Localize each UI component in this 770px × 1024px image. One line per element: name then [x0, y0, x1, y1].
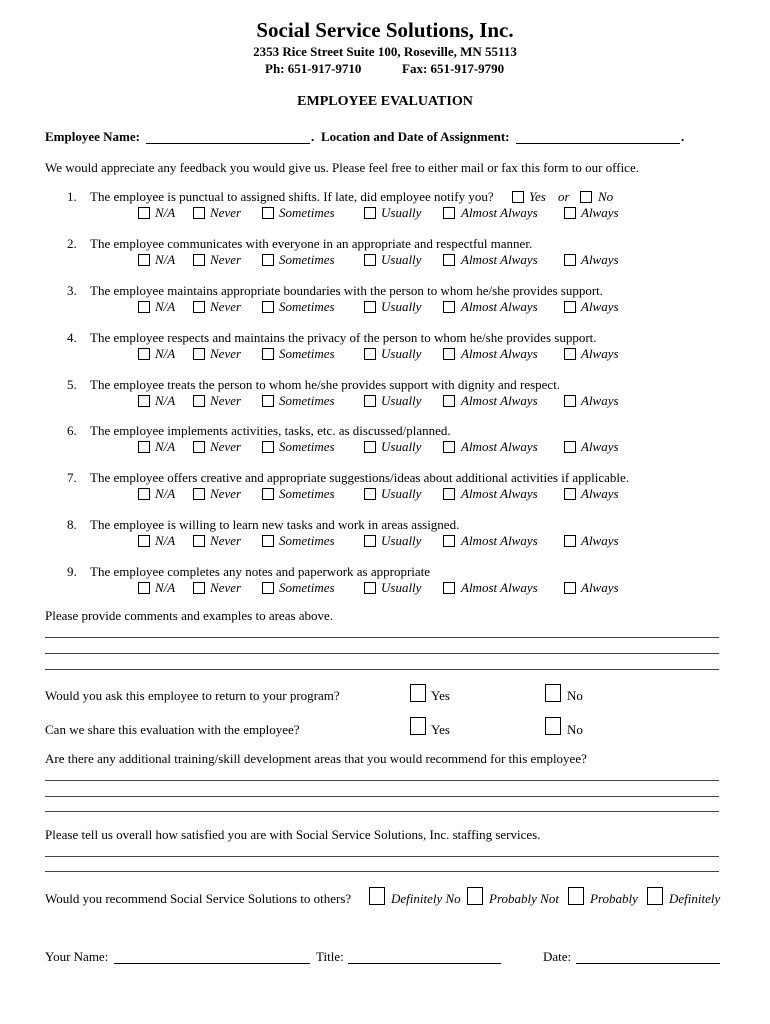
option-label: Always: [581, 533, 619, 548]
option-label: Usually: [381, 299, 422, 314]
company-name: Social Service Solutions, Inc.: [256, 18, 514, 42]
comment-line[interactable]: [45, 637, 719, 638]
option-label: Almost Always: [461, 205, 538, 220]
option-label: Always: [581, 580, 619, 595]
option-label: Almost Always: [461, 486, 538, 501]
question-number: 4.: [67, 330, 77, 345]
q1-always-checkbox[interactable]: [564, 207, 576, 219]
q6-always-checkbox[interactable]: [564, 441, 576, 453]
notify-no-checkbox[interactable]: [580, 191, 592, 203]
recommend-question: Would you recommend Social Service Solutions to others?: [45, 891, 352, 906]
q7-n-a-checkbox[interactable]: [138, 488, 150, 500]
your-name-field[interactable]: [114, 963, 310, 964]
employee-name-label: Employee Name:: [45, 129, 140, 144]
option-label: Usually: [381, 252, 422, 267]
q4-never-checkbox[interactable]: [193, 348, 205, 360]
q7-always-checkbox[interactable]: [564, 488, 576, 500]
question-number: 2.: [67, 236, 77, 251]
q8-almost-always-checkbox[interactable]: [443, 535, 455, 547]
satisfaction-line[interactable]: [45, 856, 719, 857]
question-text: The employee respects and maintains the privacy of the person to whom he/she provides support.: [90, 330, 597, 345]
question-number: 3.: [67, 283, 77, 298]
q4-n-a-checkbox[interactable]: [138, 348, 150, 360]
option-label: N/A: [155, 252, 176, 267]
q5-sometimes-checkbox[interactable]: [262, 395, 274, 407]
question-text: The employee offers creative and appropriate suggestions/ideas about additional activities if applicable.: [90, 470, 630, 485]
option-label: Sometimes: [279, 393, 335, 408]
option-label: Always: [581, 439, 619, 454]
q3-almost-always-checkbox[interactable]: [443, 301, 455, 313]
q6-n-a-checkbox[interactable]: [138, 441, 150, 453]
location-label: Location and Date of Assignment:: [321, 129, 510, 144]
q4-sometimes-checkbox[interactable]: [262, 348, 274, 360]
comments-prompt: Please provide comments and examples to areas above.: [45, 608, 334, 623]
q9-usually-checkbox[interactable]: [364, 582, 376, 594]
company-phone: Ph: 651-917-9710: [265, 61, 362, 76]
q2-sometimes-checkbox[interactable]: [262, 254, 274, 266]
option-label: Never: [210, 486, 242, 501]
q2-n-a-checkbox[interactable]: [138, 254, 150, 266]
q1-almost-always-checkbox[interactable]: [443, 207, 455, 219]
option-label: Almost Always: [461, 346, 538, 361]
employee-name-field[interactable]: [146, 143, 310, 144]
q3-n-a-checkbox[interactable]: [138, 301, 150, 313]
your-name-label: Your Name:: [45, 949, 109, 964]
q9-n-a-checkbox[interactable]: [138, 582, 150, 594]
q4-almost-always-checkbox[interactable]: [443, 348, 455, 360]
q5-almost-always-checkbox[interactable]: [443, 395, 455, 407]
recommend-probably-checkbox[interactable]: [568, 887, 584, 905]
q5-usually-checkbox[interactable]: [364, 395, 376, 407]
q7-never-checkbox[interactable]: [193, 488, 205, 500]
option-label: N/A: [155, 346, 176, 361]
return-question: Would you ask this employee to return to your program?: [45, 688, 340, 703]
q2-never-checkbox[interactable]: [193, 254, 205, 266]
option-label: Usually: [381, 439, 422, 454]
question-text: The employee is punctual to assigned shifts. If late, did employee notify you?: [90, 189, 494, 204]
q4-usually-checkbox[interactable]: [364, 348, 376, 360]
share-no-label: No: [567, 722, 583, 737]
notify-yes-checkbox[interactable]: [512, 191, 524, 203]
question-number: 5.: [67, 377, 77, 392]
recommend-definitely-checkbox[interactable]: [647, 887, 663, 905]
option-label: N/A: [155, 393, 176, 408]
option-label: Sometimes: [279, 252, 335, 267]
share-no-checkbox[interactable]: [545, 717, 561, 735]
option-label: Sometimes: [279, 533, 335, 548]
option-label: N/A: [155, 533, 176, 548]
recommend-definitely-no-checkbox[interactable]: [369, 887, 385, 905]
option-label: Always: [581, 252, 619, 267]
q9-sometimes-checkbox[interactable]: [262, 582, 274, 594]
option-label: Almost Always: [461, 439, 538, 454]
q5-n-a-checkbox[interactable]: [138, 395, 150, 407]
q6-never-checkbox[interactable]: [193, 441, 205, 453]
option-label: Sometimes: [279, 346, 335, 361]
notify-yes-label: Yes: [529, 189, 546, 204]
option-label: N/A: [155, 299, 176, 314]
q3-sometimes-checkbox[interactable]: [262, 301, 274, 313]
q2-usually-checkbox[interactable]: [364, 254, 376, 266]
date-field[interactable]: [576, 963, 720, 964]
option-label: Almost Always: [461, 533, 538, 548]
q3-always-checkbox[interactable]: [564, 301, 576, 313]
q8-never-checkbox[interactable]: [193, 535, 205, 547]
question-number: 9.: [67, 564, 77, 579]
share-yes-label: Yes: [431, 722, 450, 737]
return-yes-checkbox[interactable]: [410, 684, 426, 702]
q8-sometimes-checkbox[interactable]: [262, 535, 274, 547]
option-label: N/A: [155, 486, 176, 501]
recommend-probably-not-checkbox[interactable]: [467, 887, 483, 905]
q9-almost-always-checkbox[interactable]: [443, 582, 455, 594]
option-label: Sometimes: [279, 486, 335, 501]
satisfaction-prompt: Please tell us overall how satisfied you are with Social Service Solutions, Inc. staffing services.: [45, 827, 541, 842]
option-label: Sometimes: [279, 205, 335, 220]
q9-always-checkbox[interactable]: [564, 582, 576, 594]
option-label: Never: [210, 205, 242, 220]
q6-usually-checkbox[interactable]: [364, 441, 376, 453]
training-line[interactable]: [45, 796, 719, 797]
question-number: 7.: [67, 470, 77, 485]
option-label: Usually: [381, 346, 422, 361]
q8-always-checkbox[interactable]: [564, 535, 576, 547]
q1-never-checkbox[interactable]: [193, 207, 205, 219]
share-question: Can we share this evaluation with the employee?: [45, 722, 300, 737]
title-field[interactable]: [348, 963, 501, 964]
q1-n-a-checkbox[interactable]: [138, 207, 150, 219]
q8-usually-checkbox[interactable]: [364, 535, 376, 547]
option-label: Never: [210, 346, 242, 361]
return-yes-label: Yes: [431, 688, 450, 703]
option-label: Sometimes: [279, 580, 335, 595]
return-no-checkbox[interactable]: [545, 684, 561, 702]
option-label: Sometimes: [279, 299, 335, 314]
q2-almost-always-checkbox[interactable]: [443, 254, 455, 266]
option-label: N/A: [155, 580, 176, 595]
company-fax: Fax: 651-917-9790: [402, 61, 505, 76]
satisfaction-line[interactable]: [45, 871, 719, 872]
option-label: Almost Always: [461, 580, 538, 595]
option-label: Almost Always: [461, 393, 538, 408]
question-text: The employee is willing to learn new tasks and work in areas assigned.: [90, 517, 460, 532]
q3-never-checkbox[interactable]: [193, 301, 205, 313]
option-label: Usually: [381, 486, 422, 501]
title-label: Title:: [316, 949, 344, 964]
q7-sometimes-checkbox[interactable]: [262, 488, 274, 500]
question-number: 1.: [67, 189, 77, 204]
q5-never-checkbox[interactable]: [193, 395, 205, 407]
option-label: Never: [210, 580, 242, 595]
option-label: Usually: [381, 205, 422, 220]
option-label: Always: [581, 299, 619, 314]
recommend-probably-label: Probably: [590, 891, 638, 906]
q3-usually-checkbox[interactable]: [364, 301, 376, 313]
option-label: Sometimes: [279, 439, 335, 454]
return-no-label: No: [567, 688, 583, 703]
question-number: 6.: [67, 423, 77, 438]
option-label: N/A: [155, 205, 176, 220]
q7-almost-always-checkbox[interactable]: [443, 488, 455, 500]
q2-always-checkbox[interactable]: [564, 254, 576, 266]
option-label: Almost Always: [461, 252, 538, 267]
option-label: Never: [210, 252, 242, 267]
option-label: Never: [210, 439, 242, 454]
option-label: Never: [210, 299, 242, 314]
q5-always-checkbox[interactable]: [564, 395, 576, 407]
option-label: Always: [581, 486, 619, 501]
option-label: Always: [581, 205, 619, 220]
q6-almost-always-checkbox[interactable]: [443, 441, 455, 453]
form-title: EMPLOYEE EVALUATION: [297, 94, 473, 109]
company-address: 2353 Rice Street Suite 100, Roseville, MN 55113: [253, 44, 517, 59]
q8-n-a-checkbox[interactable]: [138, 535, 150, 547]
recommend-definitely-no-label: Definitely No: [391, 891, 461, 906]
question-number: 8.: [67, 517, 77, 532]
q7-usually-checkbox[interactable]: [364, 488, 376, 500]
q9-never-checkbox[interactable]: [193, 582, 205, 594]
question-text: The employee maintains appropriate boundaries with the person to whom he/she provides support.: [90, 283, 604, 298]
q1-sometimes-checkbox[interactable]: [262, 207, 274, 219]
option-label: Never: [210, 393, 242, 408]
location-field[interactable]: [516, 143, 680, 144]
notify-no-label: No: [598, 189, 614, 204]
question-text: The employee treats the person to whom he/she provides support with dignity and respect.: [90, 377, 561, 392]
option-label: Usually: [381, 393, 422, 408]
notify-or-label: or: [558, 189, 570, 204]
option-label: Usually: [381, 533, 422, 548]
option-label: N/A: [155, 439, 176, 454]
q4-always-checkbox[interactable]: [564, 348, 576, 360]
q6-sometimes-checkbox[interactable]: [262, 441, 274, 453]
question-text: The employee communicates with everyone in an appropriate and respectful manner.: [90, 236, 533, 251]
share-yes-checkbox[interactable]: [410, 717, 426, 735]
training-line[interactable]: [45, 780, 719, 781]
training-line[interactable]: [45, 811, 719, 812]
q1-usually-checkbox[interactable]: [364, 207, 376, 219]
intro-text: We would appreciate any feedback you would give us. Please feel free to either mail or fax this form to our office.: [45, 160, 639, 175]
training-prompt: Are there any additional training/skill development areas that you would recommend for this employee?: [45, 751, 587, 766]
question-text: The employee implements activities, tasks, etc. as discussed/planned.: [90, 423, 451, 438]
recommend-definitely-label: Definitely: [669, 891, 721, 906]
option-label: Almost Always: [461, 299, 538, 314]
option-label: Always: [581, 393, 619, 408]
option-label: Usually: [381, 580, 422, 595]
option-label: Always: [581, 346, 619, 361]
recommend-probably-not-label: Probably Not: [489, 891, 559, 906]
option-label: Never: [210, 533, 242, 548]
date-label: Date:: [543, 949, 572, 964]
comment-line[interactable]: [45, 669, 719, 670]
question-text: The employee completes any notes and paperwork as appropriate: [90, 564, 431, 579]
comment-line[interactable]: [45, 653, 719, 654]
